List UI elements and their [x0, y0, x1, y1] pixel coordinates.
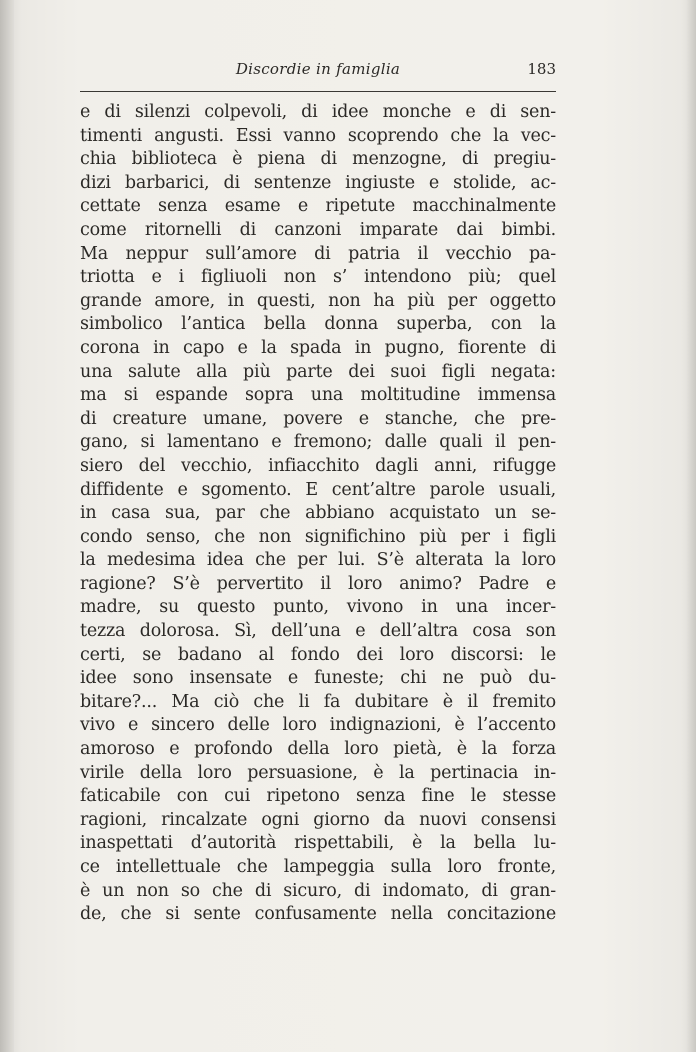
text-line: ragione? S’è pervertito il loro animo? Padre e: [80, 573, 556, 594]
text-line: di creature umane, povere e stanche, che pre-: [80, 408, 556, 429]
text-line: vivo e sincero delle loro indignazioni, è l’accento: [80, 715, 556, 736]
text-line: cettate senza esame e ripetute macchinalmente: [80, 196, 556, 217]
text-line: simbolico l’antica bella donna superba, con la: [80, 314, 556, 335]
text-line: ragioni, rincalzate ogni giorno da nuovi consensi: [80, 809, 556, 830]
header-rule: [80, 91, 556, 92]
text-line: de, che si sente confusamente nella concitazione: [80, 904, 556, 925]
text-line: virile della loro persuasione, è la pertinacia in-: [80, 762, 556, 783]
running-title: Discordie in famiglia: [235, 60, 401, 78]
text-line: faticabile con cui ripetono senza fine le stesse: [80, 786, 556, 807]
page-number: 183: [527, 60, 556, 78]
text-line: la medesima idea che per lui. S’è alterata la loro: [80, 550, 556, 571]
text-line: e di silenzi colpevoli, di idee monche e di sen-: [80, 102, 556, 122]
text-line: inaspettati d’autorità rispettabili, è la bella lu-: [80, 833, 556, 854]
text-line: gano, si lamentano e fremono; dalle quali il pen-: [80, 432, 556, 453]
text-line: una salute alla più parte dei suoi figli negata:: [80, 361, 556, 382]
text-line: in casa sua, par che abbiano acquistato un se-: [80, 503, 556, 524]
text-line: dizi barbarici, di sentenze ingiuste e stolide, ac-: [80, 172, 556, 193]
text-line: Ma neppur sull’amore di patria il vecchio pa-: [80, 243, 556, 264]
text-line: triotta e i figliuoli non s’ intendono più; quel: [80, 267, 556, 288]
text-line: bitare?... Ma ciò che li fa dubitare è il fremito: [80, 691, 556, 712]
text-line: tezza dolorosa. Sì, dell’una e dell’altra cosa son: [80, 621, 556, 642]
text-line: ma si espande sopra una moltitudine immensa: [80, 385, 556, 406]
text-line: grande amore, in questi, non ha più per oggetto: [80, 290, 556, 311]
text-line: diffidente e sgomento. E cent’altre parole usuali,: [80, 479, 556, 500]
text-line: condo senso, che non significhino più per i figli: [80, 526, 556, 547]
spine-shadow: [0, 0, 14, 1052]
page-edge: [686, 0, 696, 1052]
text-line: madre, su questo punto, vivono in una incer-: [80, 597, 556, 618]
body-text: [80, 101, 556, 927]
text-line: siero del vecchio, infiacchito dagli anni, rifugge: [80, 455, 556, 476]
text-line: ce intellettuale che lampeggia sulla loro fronte,: [80, 857, 556, 877]
text-line: come ritornelli di canzoni imparate dai bimbi.: [80, 219, 556, 240]
text-line: idee sono insensate e funeste; chi ne può du-: [80, 668, 556, 689]
text-line: timenti angusti. Essi vanno scoprendo che la vec-: [80, 125, 556, 146]
text-line: è un non so che di sicuro, di indomato, di gran-: [80, 880, 556, 901]
text-line: corona in capo e la spada in pugno, fiorente di: [80, 337, 556, 358]
text-line: chia biblioteca è piena di menzogne, di pregiu-: [80, 149, 556, 170]
text-line: certi, se badano al fondo dei loro discorsi: le: [80, 644, 556, 665]
running-head: [80, 60, 556, 86]
text-line: amoroso e profondo della loro pietà, è la forza: [80, 739, 556, 760]
